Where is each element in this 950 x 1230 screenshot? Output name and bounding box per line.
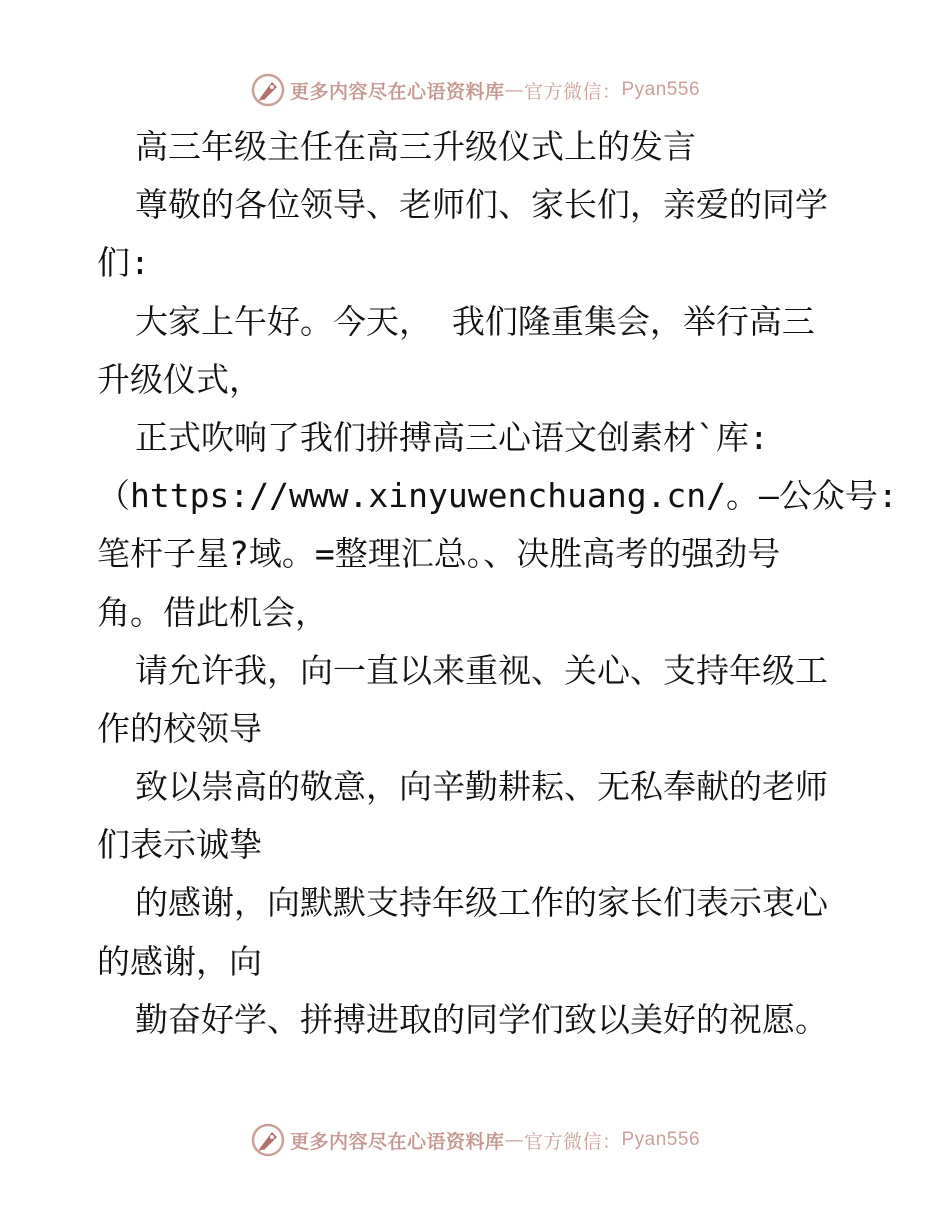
banner-separator: — xyxy=(504,1129,524,1151)
paragraph-line: 正式吹响了我们拼搏高三心语文创素材`库: xyxy=(135,417,769,457)
banner-wechat-label: 官方微信： xyxy=(523,80,622,103)
footer-banner xyxy=(0,1120,950,1160)
document-body xyxy=(97,118,898,1049)
banner-wechat-id: Pyan556 xyxy=(621,79,701,100)
paragraph-line: 们表示诚挚 xyxy=(97,825,262,865)
pen-nib-icon xyxy=(250,72,286,108)
header-banner xyxy=(0,70,950,110)
paragraph-line: 尊敬的各位领导、老师们、家长们，亲爱的同学 xyxy=(135,185,828,225)
paragraph-line: 角。借此机会， xyxy=(97,592,328,632)
paragraph-line: 的感谢，向 xyxy=(97,941,262,981)
paragraph-line: 勤奋好学、拼搏进取的同学们致以美好的祝愿。 xyxy=(135,999,828,1039)
paragraph-line: 升级仪式， xyxy=(97,359,262,399)
paragraph-line: （https://www.xinyuwenchuang.cn/。—公众号: xyxy=(97,476,898,516)
banner-wechat-label: 官方微信： xyxy=(523,1130,622,1153)
banner-brand-text: 更多内容尽在心语资料库 xyxy=(289,1130,505,1153)
paragraph-line: 致以崇高的敬意，向辛勤耕耘、无私奉献的老师 xyxy=(135,767,828,807)
banner-brand-text: 更多内容尽在心语资料库 xyxy=(289,80,505,103)
banner-wechat-id: Pyan556 xyxy=(621,1129,701,1150)
paragraph-line: 大家上午好。今天， 我们隆重集会，举行高三 xyxy=(135,301,815,341)
paragraph-line: 笔杆子星?域。=整理汇总。、决胜高考的强劲号 xyxy=(97,534,781,574)
document-title: 高三年级主任在高三升级仪式上的发言 xyxy=(135,127,696,166)
paragraph-line: 作的校领导 xyxy=(97,708,262,748)
paragraph-line: 的感谢，向默默支持年级工作的家长们表示衷心 xyxy=(135,883,828,923)
paragraph-line: 们: xyxy=(97,243,150,283)
pen-nib-icon xyxy=(250,1122,286,1158)
paragraph-line: 请允许我，向一直以来重视、关心、支持年级工 xyxy=(135,650,828,690)
banner-separator: — xyxy=(504,79,524,101)
